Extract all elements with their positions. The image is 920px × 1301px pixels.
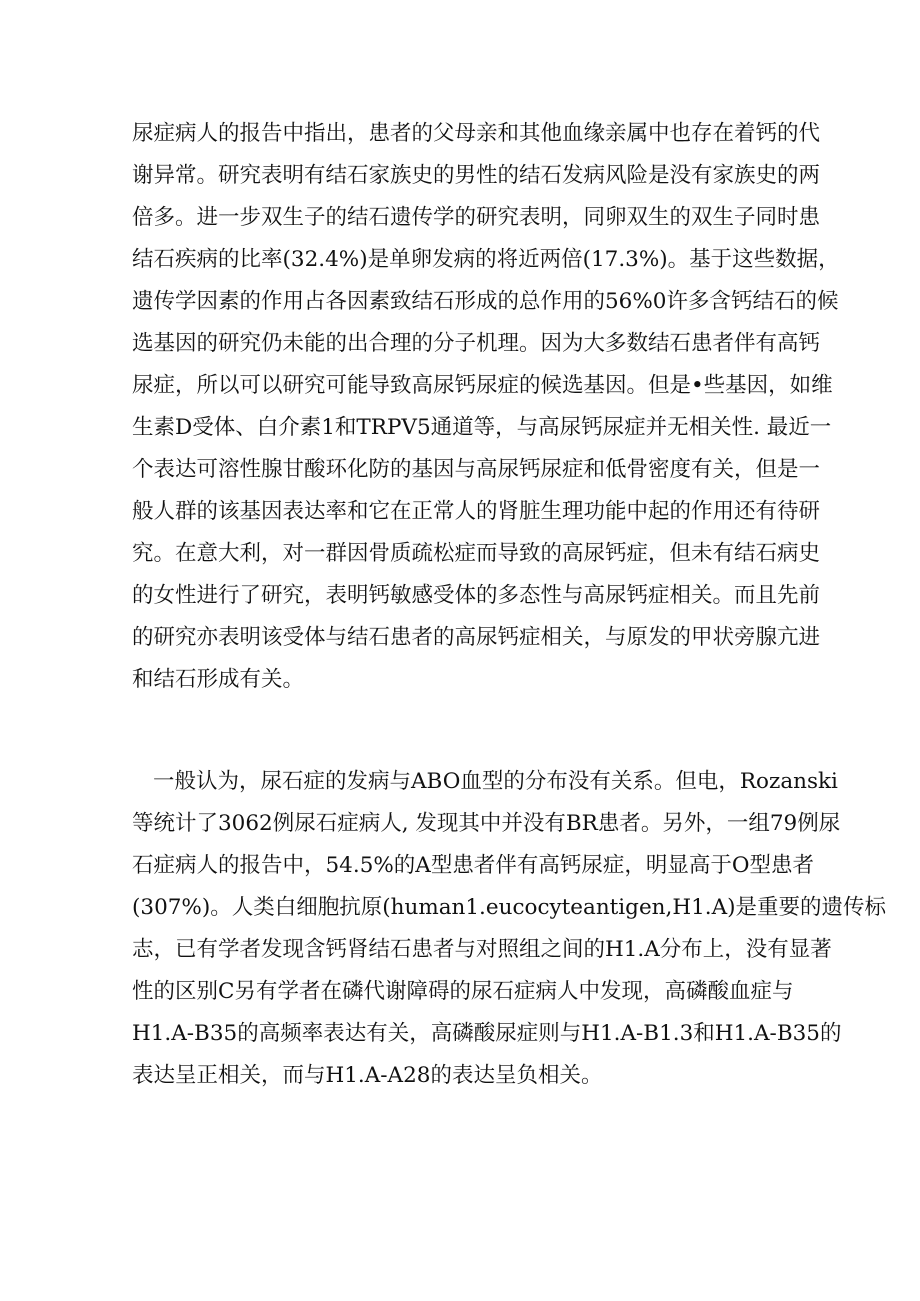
paragraph-line: 个表达可溶性腺甘酸环化防的基因与高尿钙尿症和低骨密度有关，但是一: [132, 457, 821, 482]
paragraph-line: 的女性进行了研究，表明钙敏感受体的多态性与高尿钙症相关。而且先前: [132, 583, 821, 608]
paragraph-line: H1.A-B35的高频率表达有关，高磷酸尿症则与H1.A-B1.3和H1.A-B35的: [132, 1021, 842, 1046]
paragraph-line: 生素D受体、白介素1和TRPV5通道等，与高尿钙尿症并无相关性. 最近一: [132, 415, 832, 440]
paragraph-line: 倍多。进一步双生子的结石遗传学的研究表明，同卵双生的双生子同时患: [132, 205, 821, 230]
paragraph-line: 的研究亦表明该受体与结石患者的高尿钙症相关，与原发的甲状旁腺亢进: [132, 625, 821, 650]
paragraph-line: 等统计了3062例尿石症病人, 发现其中并没有BR患者。另外，一组79例尿: [132, 811, 841, 836]
paragraph-line: (307%)。人类白细胞抗原(human1.eucocyteantigen,H1.A)是重要的遗传标: [132, 895, 887, 920]
paragraph-line: 般人群的该基因表达率和它在正常人的肾脏生理功能中起的作用还有待研: [132, 499, 821, 524]
paragraph-line: 尿症病人的报告中指出，患者的父母亲和其他血缘亲属中也存在着钙的代: [132, 121, 821, 146]
paragraph-line: 选基因的研究仍未能的出合理的分子机理。因为大多数结石患者伴有高钙: [132, 331, 821, 356]
paragraph-line: 性的区别C另有学者在磷代谢障碍的尿石症病人中发现，高磷酸血症与: [132, 979, 794, 1004]
paragraph-line: 遗传学因素的作用占各因素致结石形成的总作用的56%0许多含钙结石的候: [132, 289, 839, 314]
paragraph-line: 表达呈正相关，而与H1.A-A28的表达呈负相关。: [132, 1063, 603, 1088]
paragraph-line: 志，已有学者发现含钙肾结石患者与对照组之间的H1.A分布上，没有显著: [132, 937, 832, 962]
paragraph-line: 谢异常。研究表明有结石家族史的男性的结石发病风险是没有家族史的两: [132, 163, 821, 188]
paragraph-line: 究。在意大利，对一群因骨质疏松症而导致的高尿钙症，但未有结石病史: [132, 541, 821, 566]
paragraph-line: 结石疾病的比率(32.4%)是单卵发病的将近两倍(17.3%)。基于这些数据，: [132, 247, 840, 272]
paragraph-line: 和结石形成有关。: [132, 667, 305, 692]
paragraph-line: 一般认为，尿石症的发病与ABO血型的分布没有关系。但电，Rozanski: [153, 769, 838, 794]
paragraph-line: 石症病人的报告中，54.5%的A型患者伴有高钙尿症，明显高于O型患者: [132, 853, 814, 878]
paragraph-line: 尿症，所以可以研究可能导致高尿钙尿症的候选基因。但是•些基因，如维: [132, 373, 833, 398]
